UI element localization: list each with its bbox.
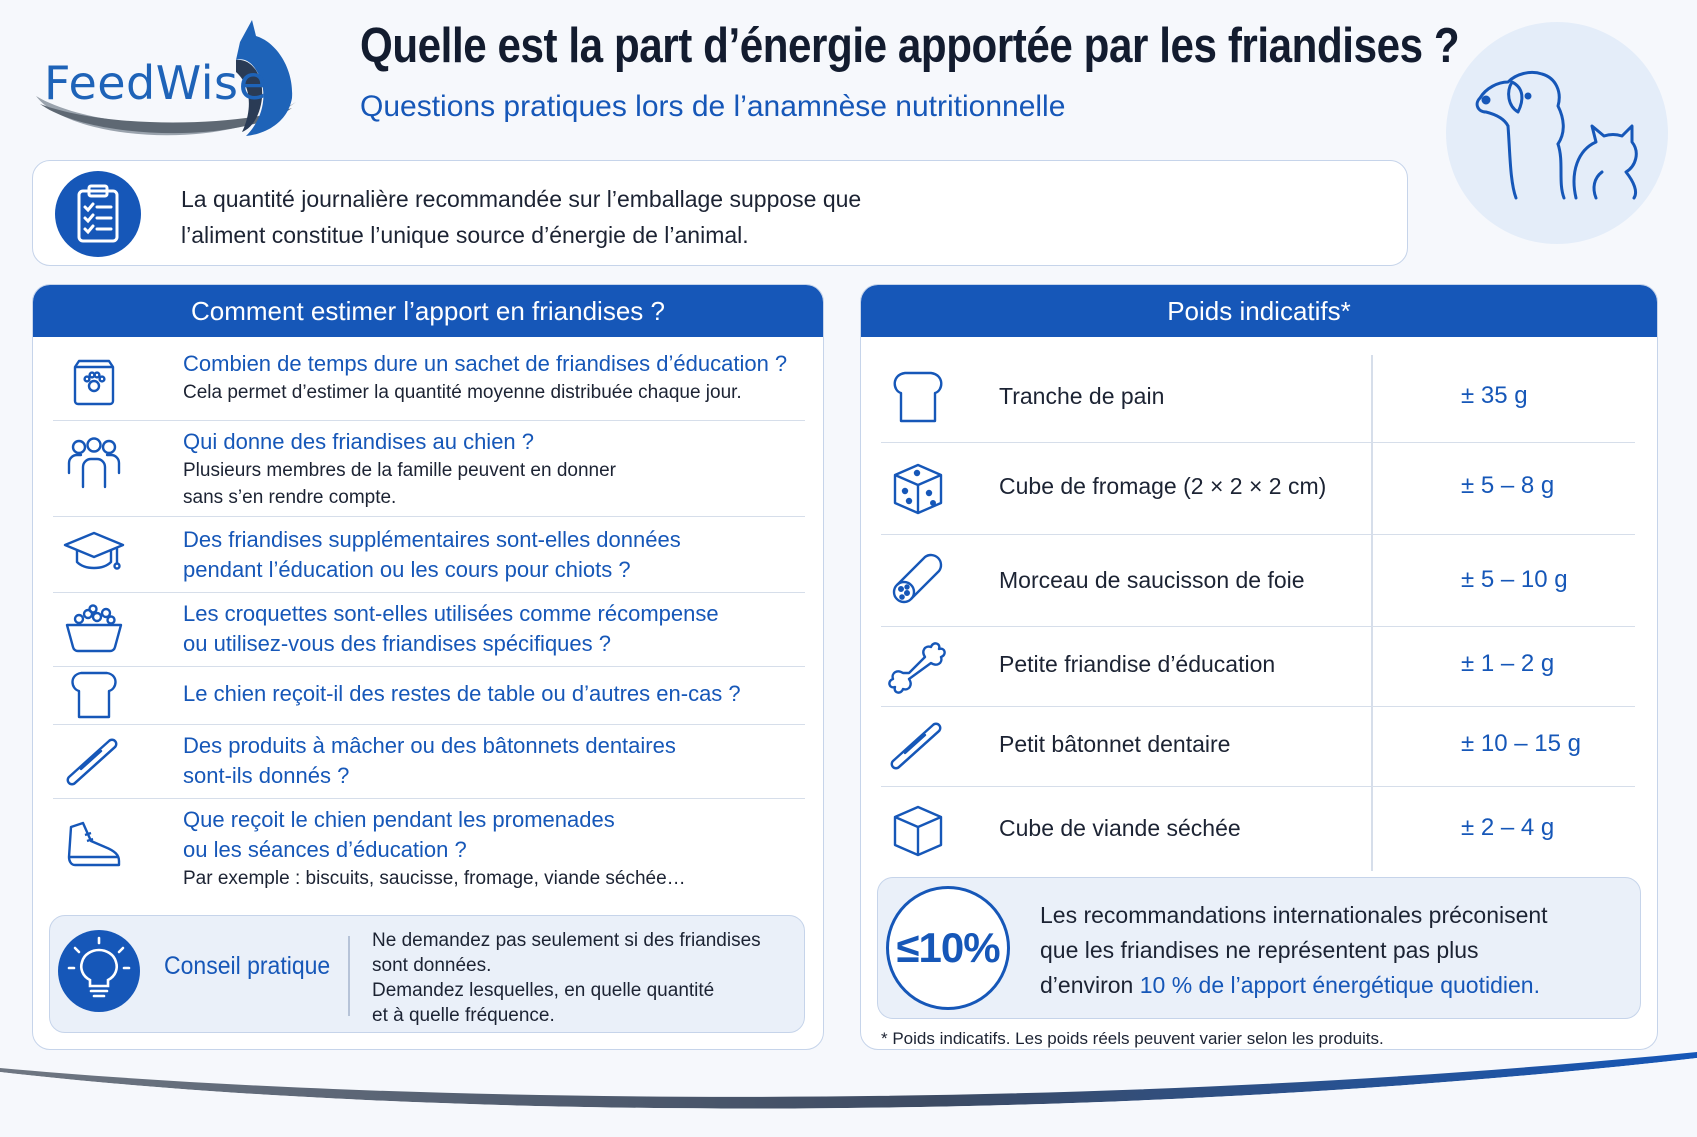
question-title: sont-ils donnés ? [183, 763, 350, 788]
treat-bag-icon [63, 349, 125, 411]
question-item [53, 517, 805, 593]
item-weight: ± 5 – 10 g [1461, 566, 1568, 593]
bread-icon [63, 667, 125, 725]
sneaker-icon [63, 813, 125, 875]
lightbulb-icon [58, 930, 140, 1012]
item-name: Cube de viande séchée [999, 815, 1241, 841]
question-note: Plusieurs membres de la famille peuvent en donner [183, 460, 617, 481]
tip-label: Conseil pratique [164, 952, 331, 980]
tip-text [372, 928, 792, 1028]
weight-row [881, 355, 1635, 443]
indicative-weights-panel [860, 284, 1658, 1050]
item-name: Tranche de pain [999, 383, 1165, 409]
recommendation-line [1040, 968, 1620, 1003]
question-item [53, 343, 805, 421]
page-subtitle: Questions pratiques lors de l’anamnèse nutritionnelle [360, 90, 1066, 123]
tip-line: Ne demandez pas seulement si des friandises [372, 930, 761, 951]
dental-stick-icon [887, 715, 949, 777]
tip-line: sont données. [372, 955, 492, 976]
item-weight: ± 35 g [1461, 382, 1528, 409]
question-title: Qui donne des friandises au chien ? [183, 429, 535, 454]
weight-row [881, 443, 1635, 535]
liver-sausage-icon [887, 547, 949, 609]
item-name: Petite friandise d’éducation [999, 651, 1276, 677]
footnote: * Poids indicatifs. Les poids réels peuvent varier selon les produits. [881, 1029, 1384, 1048]
weight-row [881, 787, 1635, 873]
question-title: Le chien reçoit-il des restes de table ou d’autres en-cas ? [183, 681, 741, 706]
question-item [53, 667, 805, 725]
intro-box [32, 160, 1408, 266]
treat-estimation-panel [32, 284, 824, 1050]
item-name: Cube de fromage (2 × 2 × 2 cm) [999, 473, 1327, 499]
tip-line: Demandez lesquelles, en quelle quantité [372, 980, 715, 1001]
panel-heading: Comment estimer l’apport en friandises ? [33, 285, 823, 337]
recommendation-box [877, 877, 1641, 1019]
tip-line: et à quelle fréquence. [372, 1005, 555, 1026]
dog-cat-illustration [1446, 22, 1668, 244]
feedwise-logo [30, 12, 310, 152]
question-note: sans s’en rendre compte. [183, 487, 397, 508]
weight-row [881, 535, 1635, 627]
item-weight: ± 5 – 8 g [1461, 472, 1555, 499]
question-title: ou utilisez-vous des friandises spécifiques ? [183, 631, 612, 656]
graduation-cap-icon [63, 523, 125, 585]
page-title: Quelle est la part d’énergie apportée par les friandises ? [360, 19, 1460, 73]
question-title: Les croquettes sont-elles utilisées comme récompense [183, 601, 719, 626]
question-title: Combien de temps dure un sachet de friandises d’éducation ? [183, 351, 788, 376]
dog-cat-icon [1446, 22, 1668, 244]
weight-row [881, 627, 1635, 707]
item-weight: ± 10 – 15 g [1461, 730, 1581, 757]
recommendation-highlight: 10 % de l’apport énergétique quotidien. [1139, 972, 1540, 998]
question-note: Cela permet d’estimer la quantité moyenne distribuée chaque jour. [183, 382, 742, 403]
item-weight: ± 2 – 4 g [1461, 814, 1555, 841]
intro-text [181, 181, 1081, 253]
item-name: Morceau de saucisson de foie [999, 567, 1305, 593]
brand-name: FeedWise [44, 56, 268, 110]
practical-tip-box [49, 915, 805, 1033]
question-title: Que reçoit le chien pendant les promenades [183, 807, 615, 832]
weight-row [881, 707, 1635, 787]
bread-slice-icon [887, 367, 949, 429]
divider [348, 936, 350, 1016]
intro-line: La quantité journalière recommandée sur l’emballage suppose que [181, 186, 862, 212]
recommendation-line: que les friandises ne représentent pas plus [1040, 937, 1479, 963]
meat-cube-icon [887, 799, 949, 861]
question-item [53, 421, 805, 517]
question-title: ou les séances d’éducation ? [183, 837, 467, 862]
recommendation-line: Les recommandations internationales préconisent [1040, 902, 1548, 928]
question-item [53, 725, 805, 799]
question-note: Par exemple : biscuits, saucisse, fromage, viande séchée… [183, 868, 686, 889]
ten-percent-badge: ≤10% [886, 886, 1010, 1010]
item-weight: ± 1 – 2 g [1461, 650, 1555, 677]
question-title: Des friandises supplémentaires sont-elles données [183, 527, 681, 552]
kibble-bowl-icon [63, 599, 125, 661]
clipboard-icon [55, 171, 141, 257]
bone-icon [887, 635, 949, 697]
item-name: Petit bâtonnet dentaire [999, 731, 1231, 757]
cheese-cube-icon [887, 457, 949, 519]
recommendation-text [1040, 898, 1620, 1003]
question-title: Des produits à mâcher ou des bâtonnets dentaires [183, 733, 676, 758]
bottom-swoosh-icon [0, 1050, 1697, 1137]
question-title: pendant l’éducation ou les cours pour chiots ? [183, 557, 631, 582]
family-icon [63, 435, 125, 497]
question-item [53, 593, 805, 667]
intro-line: l’aliment constitue l’unique source d’énergie de l’animal. [181, 222, 749, 248]
panel-heading: Poids indicatifs* [861, 285, 1657, 337]
recommendation-text-part: d’environ [1040, 972, 1140, 998]
question-item [53, 799, 805, 899]
dental-stick-icon [63, 731, 125, 793]
